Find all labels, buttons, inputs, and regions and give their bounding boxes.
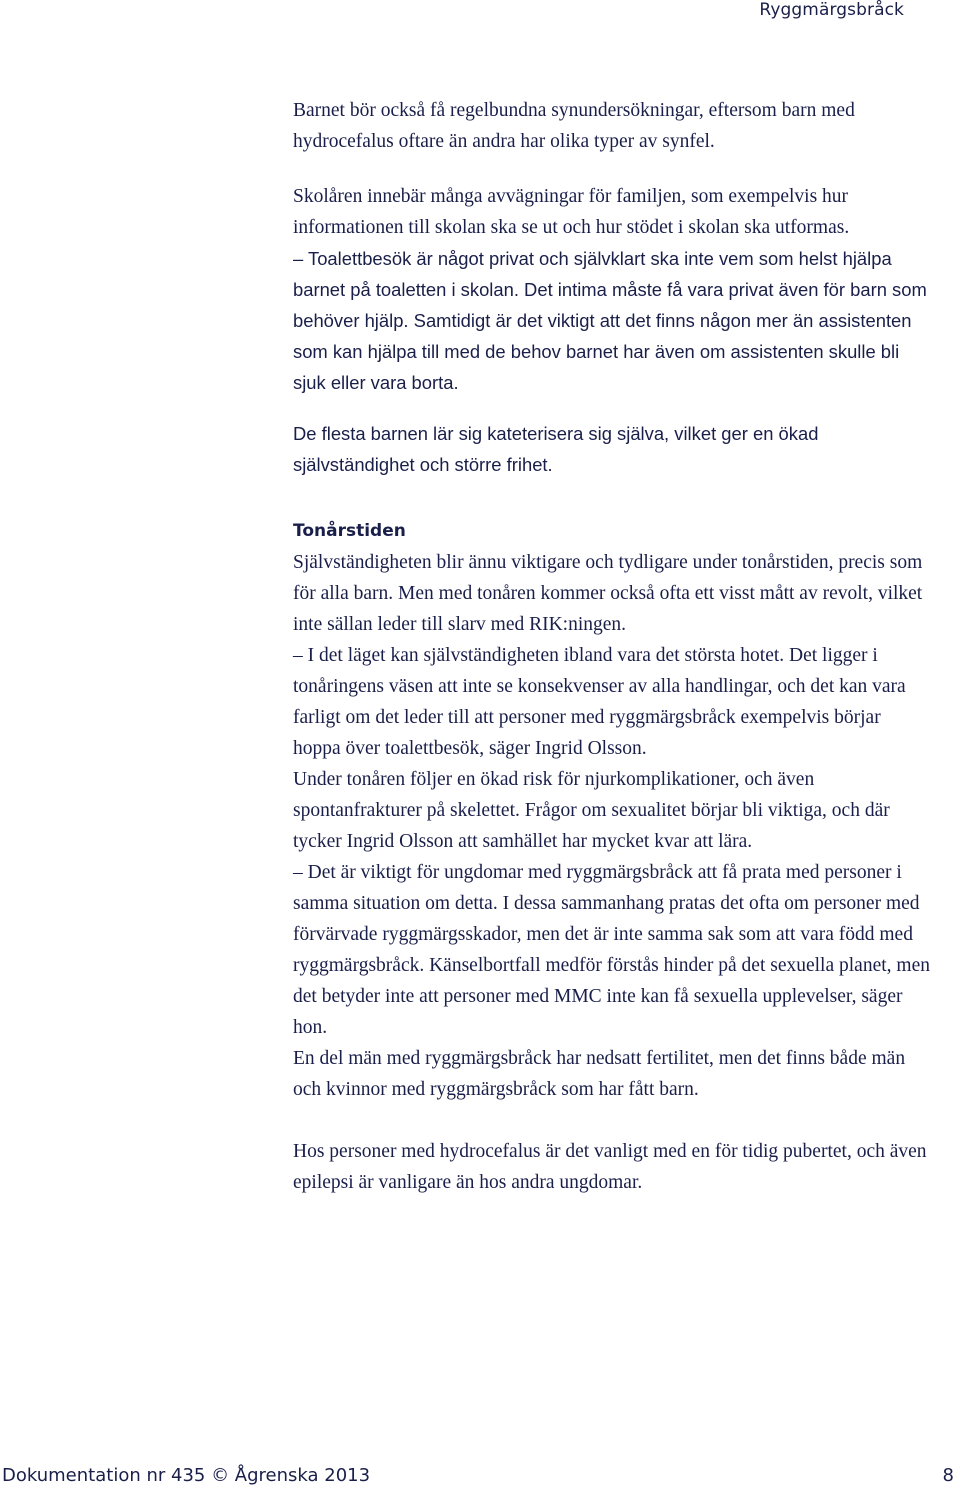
- paragraph-catheterization: De flesta barnen lär sig kateterisera sig själva, vilket ger en ökad självständighet och större frihet.: [293, 423, 819, 475]
- text-assistant-backup: Samtidigt är det viktigt att det finns någon mer än assistenten som kan hjälpa till med de behov barnet har även om assistenten skulle bli sjuk eller vara borta.: [293, 310, 912, 393]
- paragraph-fertility: En del män med ryggmärgsbråck har nedsatt fertilitet, men det finns både män och kvinnor med ryggmärgsbråck som har fått barn.: [293, 1048, 906, 1100]
- paragraph-kidney-complications: Under tonåren följer en ökad risk för njurkomplikationer, och även spontanfrakturer på skelettet. Frågor om sexualitet börjar bli viktiga, och där tycker Ingrid Olsson att samhället har mycket kvar att lära.: [293, 769, 890, 852]
- paragraph-biggest-threat: – I det läget kan självständigheten ibland vara det största hotet. Det ligger i tonåringens väsen att inte se konsekvenser av alla handlingar, och det kan vara farligt om det leder till att personer med ryggmärgsbråck exempelvis börjar hoppa över toalettbesök, säger Ingrid Olsson.: [293, 645, 906, 759]
- section-heading-teenage-years: Tonårstiden: [293, 521, 406, 541]
- paragraph-puberty-epilepsy: Hos personer med hydrocefalus är det vanligt med en för tidig pubertet, och även epilepsi är vanligare än hos andra ungdomar.: [293, 1141, 927, 1193]
- running-header-title: Ryggmärgsbråck: [759, 0, 904, 20]
- paragraph-independence: Självständigheten blir ännu viktigare och tydligare under tonårstiden, precis som för alla barn. Men med tonåren kommer också ofta ett visst mått av revolt, vilket inte sällan leder till slarv med RIK:ningen.: [293, 552, 923, 635]
- page-number: 8: [942, 1465, 954, 1486]
- paragraph-talking-with-peers: – Det är viktigt för ungdomar med ryggmärgsbråck att få prata med personer i samma situation om detta. I dessa sammanhang pratas det ofta om personer med förvärvade ryggmärgsskador, men det är inte samma sak som att vara född med ryggmärgsbråck. Känselbortfall medför förstås hinder på det sexuella planet, men det betyder inte att personer med MMC inte kan få sexuella upplevelser, säger hon.: [293, 862, 930, 1038]
- paragraph-toilet-visits: [293, 243, 933, 398]
- page-header: [0, 0, 960, 24]
- paragraph-vision: Barnet bör också få regelbundna synundersökningar, eftersom barn med hydrocefalus oftare än andra har olika typer av synfel.: [293, 100, 855, 152]
- footer-publication-info: Dokumentation nr 435 © Ågrenska 2013: [2, 1465, 371, 1486]
- page-footer: [0, 1465, 960, 1491]
- quote-toilet-privacy: – Toalettbesök är något privat och självklart ska inte vem som helst hjälpa barnet på toaletten i skolan. Det intima måste få vara privat även för barn som behöver hjälp.: [293, 248, 927, 331]
- paragraph-school-years: Skolåren innebär många avvägningar för familjen, som exempelvis hur informationen till skolan ska se ut och hur stödet i skolan ska utformas.: [293, 186, 850, 238]
- article-body: [293, 95, 933, 1198]
